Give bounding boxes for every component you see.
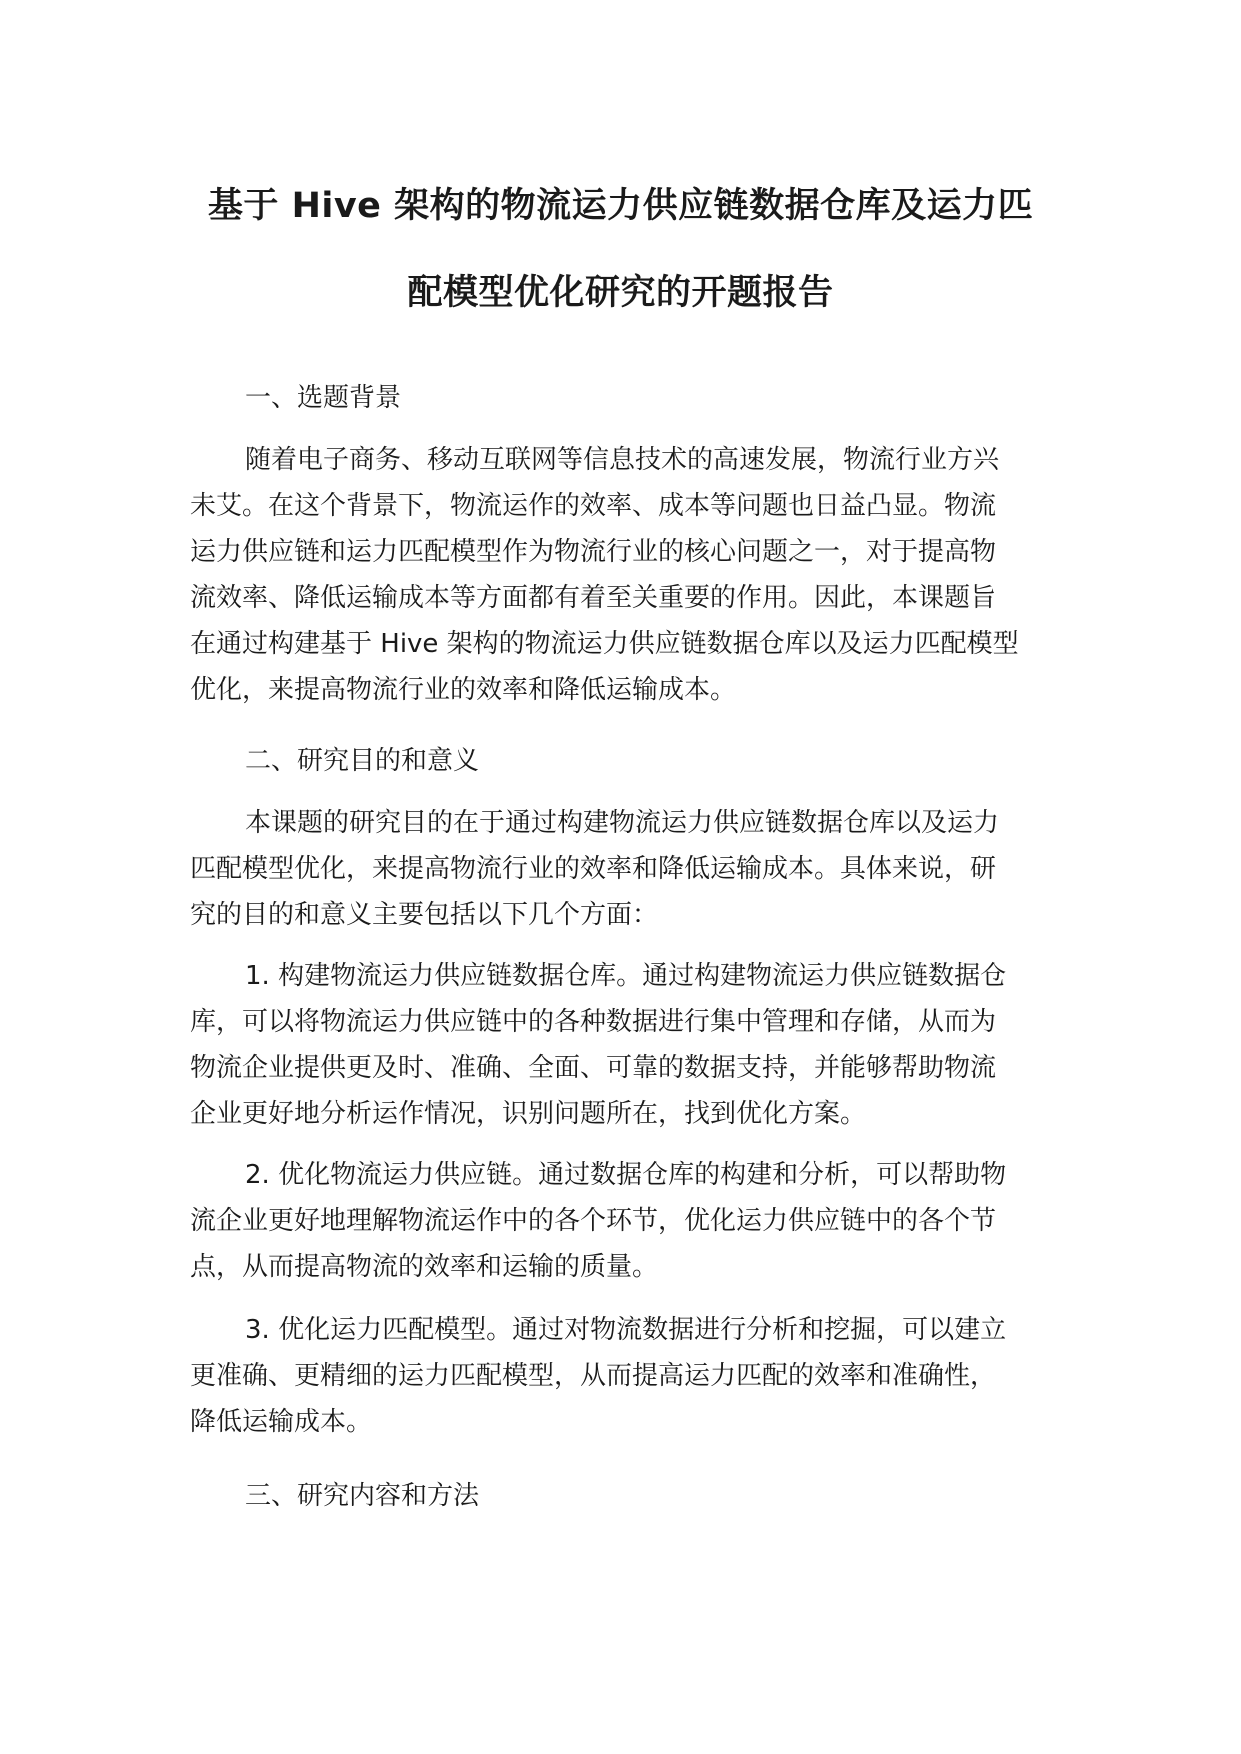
section-heading-background: 一、选题背景 bbox=[245, 383, 402, 413]
paragraph-line: 究的目的和意义主要包括以下几个方面： bbox=[190, 900, 659, 930]
paragraph-line: 随着电子商务、移动互联网等信息技术的高速发展，物流行业方兴 bbox=[245, 445, 1000, 475]
paragraph-line: 降低运输成本。 bbox=[190, 1407, 373, 1437]
paragraph-line: 运力供应链和运力匹配模型作为物流行业的核心问题之一，对于提高物 bbox=[190, 537, 997, 567]
paragraph-line: 2. 优化物流运力供应链。通过数据仓库的构建和分析，可以帮助物 bbox=[245, 1160, 1007, 1190]
section-heading-purpose: 二、研究目的和意义 bbox=[245, 746, 480, 776]
document-title-line-2: 配模型优化研究的开题报告 bbox=[407, 273, 834, 313]
paragraph-line: 3. 优化运力匹配模型。通过对物流数据进行分析和挖掘，可以建立 bbox=[245, 1315, 1007, 1345]
list-item-3 bbox=[190, 1307, 1050, 1445]
paragraph-line: 库，可以将物流运力供应链中的各种数据进行集中管理和存储，从而为 bbox=[190, 1007, 997, 1037]
paragraph-line: 企业更好地分析运作情况，识别问题所在，找到优化方案。 bbox=[190, 1099, 867, 1129]
paragraph-line: 更准确、更精细的运力匹配模型，从而提高运力匹配的效率和准确性， bbox=[190, 1361, 997, 1391]
paragraph-line: 流效率、降低运输成本等方面都有着至关重要的作用。因此，本课题旨 bbox=[190, 583, 997, 613]
paragraph-line: 优化，来提高物流行业的效率和降低运输成本。 bbox=[190, 675, 737, 705]
document-title-line-1: 基于 Hive 架构的物流运力供应链数据仓库及运力匹 bbox=[207, 186, 1034, 226]
paragraph-purpose-intro bbox=[190, 800, 1050, 938]
paragraph-line: 物流企业提供更及时、准确、全面、可靠的数据支持，并能够帮助物流 bbox=[190, 1053, 997, 1083]
paragraph-line: 1. 构建物流运力供应链数据仓库。通过构建物流运力供应链数据仓 bbox=[245, 961, 1007, 991]
paragraph-line: 匹配模型优化，来提高物流行业的效率和降低运输成本。具体来说，研 bbox=[190, 854, 997, 884]
section-heading-content-methods: 三、研究内容和方法 bbox=[245, 1481, 480, 1511]
paragraph-line: 未艾。在这个背景下，物流运作的效率、成本等问题也日益凸显。物流 bbox=[190, 491, 997, 521]
paragraph-line: 本课题的研究目的在于通过构建物流运力供应链数据仓库以及运力 bbox=[245, 808, 1000, 838]
list-item-2 bbox=[190, 1152, 1050, 1290]
paragraph-line: 在通过构建基于 Hive 架构的物流运力供应链数据仓库以及运力匹配模型 bbox=[190, 629, 1019, 659]
paragraph-background bbox=[190, 437, 1050, 713]
paragraph-line: 点，从而提高物流的效率和运输的质量。 bbox=[190, 1252, 659, 1282]
paragraph-line: 流企业更好地理解物流运作中的各个环节，优化运力供应链中的各个节 bbox=[190, 1206, 997, 1236]
list-item-1 bbox=[190, 953, 1050, 1137]
